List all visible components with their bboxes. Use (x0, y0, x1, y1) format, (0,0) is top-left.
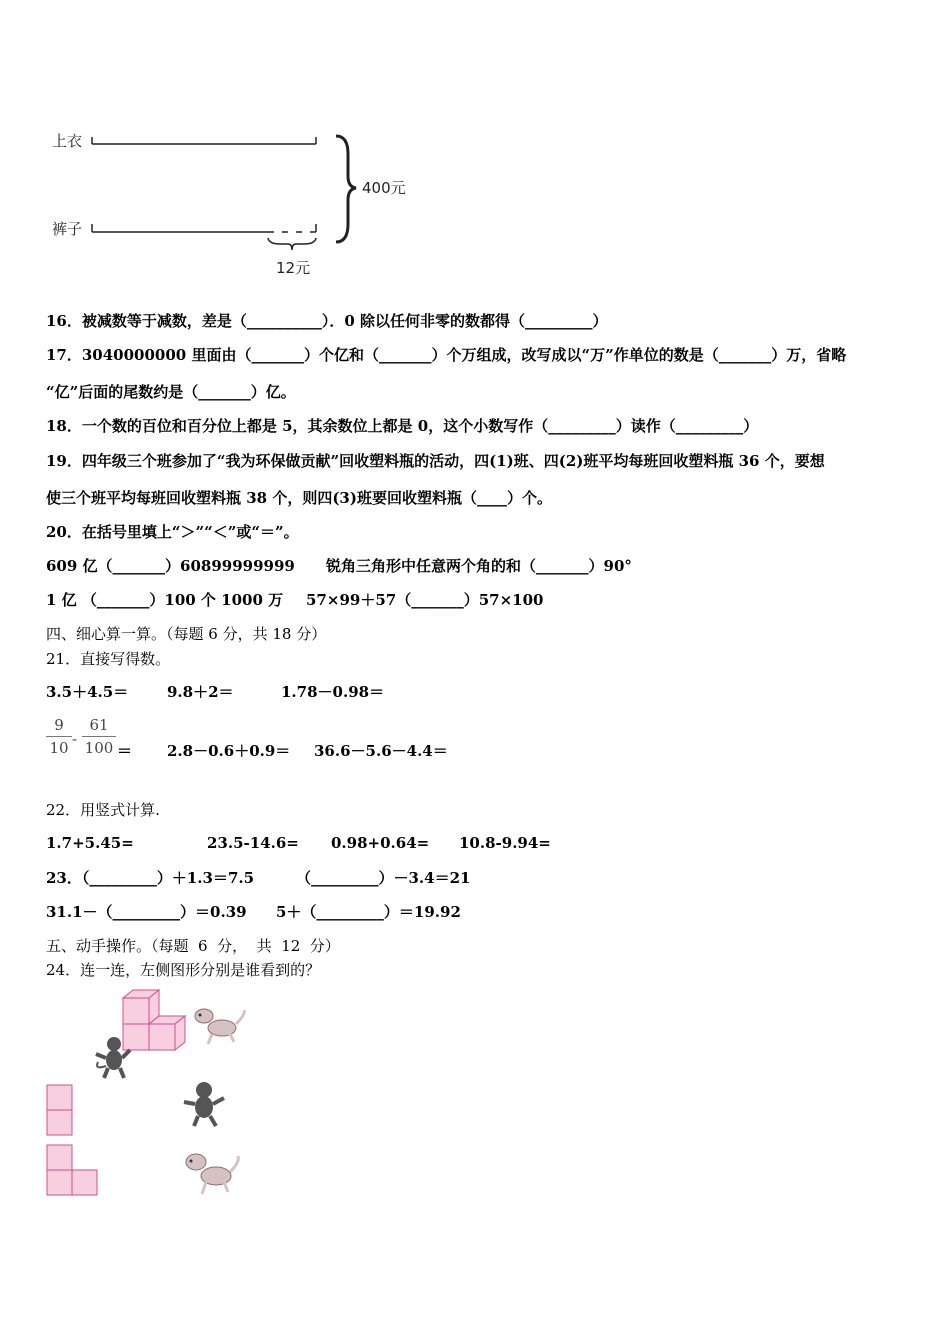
question-19-line1: 19．四年级三个班参加了“我为环保做贡献”回收塑料瓶的活动，四(1)班、四(2)班平均每班回收塑料瓶 36 个，要想 (46, 452, 825, 470)
question-22: 22．用竖式计算. (46, 801, 160, 819)
question-20-a: 609 亿（_______）60899999999 (46, 557, 295, 575)
q21-c: 1.78－0.98＝ (281, 683, 385, 701)
diagram-difference: 12元 (276, 259, 311, 277)
view-l-shape (46, 1144, 106, 1204)
q23-c: 31.1－（_________）＝0.39 (46, 903, 247, 921)
section-5-heading: 五、动手操作。（每题 6 分， 共 12 分） (46, 937, 340, 955)
q22-d: 10.8-9.94= (459, 834, 551, 852)
monkey-observer (182, 1080, 232, 1130)
segment-diagram (40, 120, 440, 280)
diagram-label-bottom: 裤子 (52, 220, 83, 238)
dog-icon (195, 1009, 244, 1044)
diagram-total: 400元 (362, 179, 406, 197)
section-4-heading: 四、细心算一算。（每题 6 分，共 18 分） (46, 625, 327, 643)
q21-e: 2.8－0.6＋0.9＝ (167, 742, 291, 760)
fraction-equals: ＝ (117, 742, 133, 760)
fraction-9-10 (46, 716, 72, 757)
fraction-denominator: 100 (84, 739, 114, 757)
view-square (47, 1145, 72, 1170)
question-17-line1: 17．3040000000 里面由（_______）个亿和（_______）个万组成，改写成以“万”作单位的数是（_______）万，省略 (46, 346, 847, 364)
fraction-bar (46, 736, 72, 737)
fraction-denominator: 10 (49, 739, 69, 757)
q22-c: 0.98+0.64= (331, 834, 430, 852)
question-20: 20．在括号里填上“＞”“＜”或“＝”。 (46, 523, 299, 541)
q21-a: 3.5＋4.5＝ (46, 683, 129, 701)
question-18: 18．一个数的百位和百分位上都是 5，其余数位上都是 0，这个小数写作（_________）读作（_________） (46, 417, 759, 435)
cube-face (123, 998, 149, 1024)
cube-stack-illustration (90, 988, 290, 1088)
question-20-c: 1 亿 （_______）100 个 1000 万 (46, 591, 284, 609)
diagram-label-top: 上衣 (52, 132, 83, 150)
q21-f: 36.6－5.6－4.4＝ (314, 742, 448, 760)
question-17-line2: “亿”后面的尾数约是（_______）亿。 (46, 383, 296, 401)
view-square (47, 1170, 72, 1195)
monkey-icon (184, 1082, 224, 1126)
q22-b: 23.5-14.6= (207, 834, 299, 852)
fraction-61-100 (82, 716, 116, 757)
q23-a: 23．（_________）＋1.3＝7.5 (46, 869, 255, 887)
question-21: 21．直接写得数。 (46, 650, 171, 668)
dog-icon (186, 1154, 238, 1194)
q23-d: 5＋（_________）＝19.92 (276, 903, 461, 921)
view-square (72, 1170, 97, 1195)
cube-face (123, 1024, 149, 1050)
question-20-d: 57×99＋57（_______）57×100 (306, 591, 544, 609)
fraction-numerator: 61 (89, 716, 109, 734)
fraction-minus: - (72, 730, 78, 748)
view-square (47, 1110, 72, 1135)
q21-b: 9.8＋2＝ (167, 683, 234, 701)
question-16: 16．被减数等于减数，差是（__________）．0 除以任何非零的数都得（_________） (46, 312, 608, 330)
cube-stack (123, 990, 185, 1050)
view-two-stacked-squares (46, 1084, 86, 1144)
question-24: 24．连一连，左侧图形分别是谁看到的？ (46, 961, 321, 979)
right-brace (336, 136, 356, 242)
question-19-line2: 使三个班平均每班回收塑料瓶 38 个，则四(3)班要回收塑料瓶（____）个。 (46, 489, 552, 507)
bottom-brace (268, 238, 316, 250)
fraction-numerator: 9 (54, 716, 64, 734)
dog-observer (182, 1150, 252, 1200)
q22-a: 1.7+5.45= (46, 834, 134, 852)
q23-b: （_________）－3.4＝21 (296, 869, 471, 887)
view-square (47, 1085, 72, 1110)
question-20-b: 锐角三角形中任意两个角的和（_______）90° (326, 557, 632, 575)
fraction-bar (82, 736, 116, 737)
cube-face (149, 1024, 175, 1050)
